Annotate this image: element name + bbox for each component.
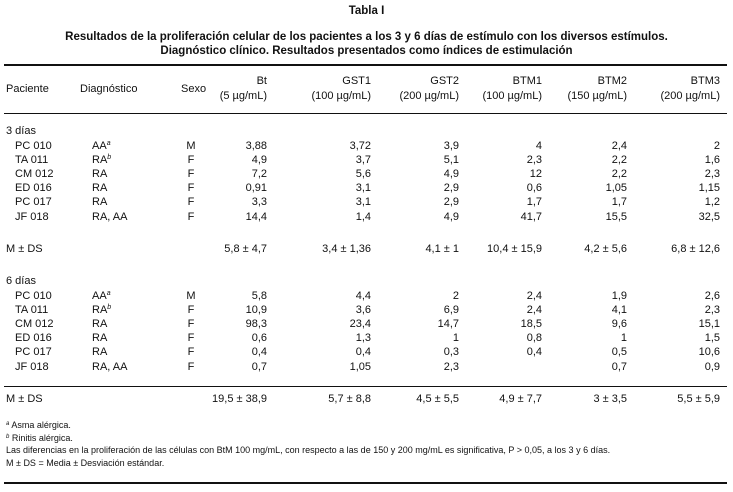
cell-value: 1,7 [611,196,627,209]
cell-value: 1,05 [349,360,371,373]
cell-sexo: F [187,154,195,167]
cell-value: 1,3 [355,332,371,345]
cell-diagnostico [92,195,107,209]
cell-value: 3,7 [355,154,371,167]
cell-value: 0,6 [251,332,267,345]
header-col-btm2 [537,74,627,104]
cell-value: 32,5 [698,210,720,223]
cell-value: 2,9 [443,196,459,209]
summary-value: 4,9 ± 7,7 [499,393,542,405]
summary-value: 5,7 ± 8,8 [328,393,371,405]
cell-value: 4,9 [443,168,459,181]
cell-paciente: CM 012 [15,318,54,331]
cell-paciente: JF 018 [15,360,49,373]
cell-paciente: ED 016 [15,332,52,345]
cell-value: 0,5 [611,346,627,359]
diagnostico-footnote-marker: a [106,290,111,297]
cell-value: 7,2 [251,168,267,181]
cell-value: 0,3 [443,346,459,359]
summary-value: 3 ± 3,5 [593,393,627,405]
group-label: 6 días [6,275,36,287]
diagnostico-footnote-marker: b [107,154,112,162]
header-col-name: BTM2 [597,75,627,87]
header-paciente: Paciente [6,83,49,95]
cell-value: 1 [452,332,459,345]
cell-value: 1,7 [526,196,542,209]
header-col-concentration: (100 µg/mL) [482,90,542,102]
summary-value: 5,5 ± 5,9 [677,393,720,405]
header-col-concentration: (200 µg/mL) [660,90,720,102]
cell-diagnostico [92,345,107,359]
cell-value: 3,72 [349,140,371,152]
footnote [6,457,164,469]
cell-value: 0,6 [526,182,542,195]
cell-sexo: F [187,318,195,331]
cell-value: 5,8 [251,290,267,302]
cell-value: 2,4 [526,290,542,302]
cell-paciente: TA 011 [15,154,49,167]
cell-sexo: M [186,290,196,302]
cell-paciente: PC 017 [15,346,52,359]
cell-paciente: ED 016 [15,182,52,195]
header-col-name: Bt [256,75,267,87]
diagnostico-text: AA [92,140,107,152]
footnote [6,419,71,431]
cell-value: 2 [713,140,720,152]
cell-sexo: F [187,182,195,195]
cell-value: 14,7 [437,318,459,331]
diagnostico-text: RA [92,304,108,317]
cell-sexo: F [187,332,195,345]
subtitle-line-2: Diagnóstico clínico. Resultados presentados como índices de estimulación [160,45,573,57]
header-col-bt [177,74,267,104]
footnote-text: Las diferencias en la proliferación de las células con BtM 100 mg/mL, con respecto a las de 150 y 200 mg/mL es significativa, P > 0,05, a los 3 y 6 días. [6,445,611,455]
cell-value: 15,5 [605,210,627,223]
cell-sexo: F [187,210,195,223]
cell-value: 0,7 [251,360,267,373]
group-label: 3 días [6,125,36,137]
footnote-rule [4,386,727,387]
summary-label: M ± DS [6,243,43,255]
cell-diagnostico [92,181,107,195]
diagnostico-text: RA, AA [92,210,128,223]
subtitle-line-1: Resultados de la proliferación celular de los pacientes a los 3 y 6 días de estímulo con los diversos estímulos. [65,31,668,43]
cell-value: 4,4 [355,290,371,302]
cell-sexo: F [187,360,195,373]
cell-diagnostico [92,153,111,167]
cell-value: 2,9 [443,182,459,195]
cell-value: 1,2 [704,196,720,209]
cell-value: 3,1 [355,196,371,209]
header-col-concentration: (150 µg/mL) [567,90,627,102]
cell-value: 4,9 [251,154,267,167]
cell-value: 1 [620,332,627,345]
header-col-btm3 [630,74,720,104]
cell-value: 0,4 [526,346,542,359]
cell-value: 4 [535,140,542,152]
diagnostico-text: RA [92,196,108,209]
cell-value: 2,3 [443,360,459,373]
header-col-concentration: (5 µg/mL) [219,90,267,102]
cell-value: 2,2 [611,154,627,167]
cell-value: 2,4 [611,140,627,152]
cell-value: 6,9 [443,304,459,317]
header-col-gst2 [369,74,459,104]
cell-sexo: F [187,304,195,317]
cell-diagnostico [92,167,107,181]
cell-value: 98,3 [245,318,267,331]
cell-value: 0,7 [611,360,627,373]
cell-value: 2 [452,290,459,302]
cell-value: 0,8 [526,332,542,345]
cell-sexo: F [187,196,195,209]
header-col-concentration: (100 µg/mL) [311,90,371,102]
cell-value: 1,9 [611,290,627,302]
cell-value: 4,9 [443,210,459,223]
cell-diagnostico [92,139,111,153]
cell-value: 0,9 [704,360,720,373]
cell-sexo: F [187,346,195,359]
cell-value: 41,7 [520,210,542,223]
header-rule [4,113,727,114]
cell-paciente: PC 010 [15,140,52,152]
header-col-name: BTM1 [512,75,542,87]
cell-sexo: M [186,140,196,152]
cell-value: 2,3 [704,168,720,181]
cell-value: 2,4 [526,304,542,317]
cell-value: 0,4 [251,346,267,359]
cell-paciente: CM 012 [15,168,54,181]
cell-value: 15,1 [698,318,720,331]
summary-value: 5,8 ± 4,7 [224,243,267,255]
cell-diagnostico [92,289,111,303]
cell-value: 1,15 [698,182,720,195]
header-sexo: Sexo [181,83,207,95]
cell-value: 2,3 [526,154,542,167]
header-col-concentration: (200 µg/mL) [399,90,459,102]
header-col-btm1 [452,74,542,104]
cell-value: 23,4 [349,318,371,331]
table-subtitle [0,30,733,58]
footnote-marker: b [6,433,10,440]
cell-value: 1,5 [704,332,720,345]
cell-value: 14,4 [245,210,267,223]
cell-sexo: F [187,168,195,181]
footnote-text: Asma alérgica. [9,420,71,430]
bottom-rule [4,482,727,484]
cell-value: 3,3 [251,196,267,209]
diagnostico-text: RA [92,346,108,359]
cell-value: 5,1 [443,154,459,167]
summary-value: 10,4 ± 15,9 [487,243,542,255]
header-diagnostico: Diagnóstico [80,83,138,95]
summary-value: 3,4 ± 1,36 [322,243,371,255]
cell-diagnostico [92,331,107,345]
cell-value: 10,9 [245,304,267,317]
cell-diagnostico [92,303,111,317]
cell-paciente: JF 018 [15,210,49,223]
diagnostico-text: RA, AA [92,360,128,373]
cell-diagnostico [92,317,107,331]
cell-value: 4,1 [611,304,627,317]
cell-value: 12 [529,168,542,181]
summary-value: 4,2 ± 5,6 [584,243,627,255]
cell-diagnostico [92,210,127,224]
cell-value: 1,4 [355,210,371,223]
diagnostico-text: RA [92,182,108,195]
cell-value: 0,91 [245,182,267,195]
diagnostico-text: RA [92,154,108,167]
cell-paciente: PC 017 [15,196,52,209]
cell-value: 0,4 [355,346,371,359]
summary-value: 4,1 ± 1 [425,243,459,255]
footnote [6,432,73,444]
diagnostico-footnote-marker: b [107,304,112,312]
summary-label: M ± DS [6,393,43,405]
cell-value: 1,6 [704,154,720,167]
summary-value: 4,5 ± 5,5 [416,393,459,405]
diagnostico-text: RA [92,318,108,331]
diagnostico-text: AA [92,290,107,302]
cell-value: 2,6 [704,290,720,302]
cell-value: 3,1 [355,182,371,195]
cell-value: 2,2 [611,168,627,181]
cell-diagnostico [92,360,127,374]
cell-value: 10,6 [698,346,720,359]
cell-paciente: PC 010 [15,290,52,302]
footnote-text: M ± DS = Media ± Desviación estándar. [6,457,165,468]
diagnostico-text: RA [92,332,108,345]
cell-value: 3,88 [245,140,267,152]
cell-paciente: TA 011 [15,304,49,317]
header-col-name: GST2 [430,75,459,87]
footnote-marker: a [6,421,10,427]
header-col-name: BTM3 [690,75,720,87]
diagnostico-text: RA [92,168,108,181]
header-col-gst1 [281,74,371,104]
cell-value: 18,5 [520,318,542,331]
cell-value: 1,05 [605,182,627,195]
diagnostico-footnote-marker: a [106,140,111,147]
top-rule [4,64,727,66]
table-title: Tabla I [348,5,385,17]
summary-value: 6,8 ± 12,6 [671,243,720,255]
header-col-name: GST1 [342,75,371,87]
cell-value: 9,6 [611,318,627,331]
cell-value: 2,3 [704,304,720,317]
summary-value: 19,5 ± 38,9 [212,393,267,405]
footnote-text: Rinitis alérgica. [9,432,73,443]
cell-value: 3,9 [443,140,459,152]
footnote [6,444,610,456]
cell-value: 3,6 [355,304,371,317]
cell-value: 5,6 [355,168,371,181]
